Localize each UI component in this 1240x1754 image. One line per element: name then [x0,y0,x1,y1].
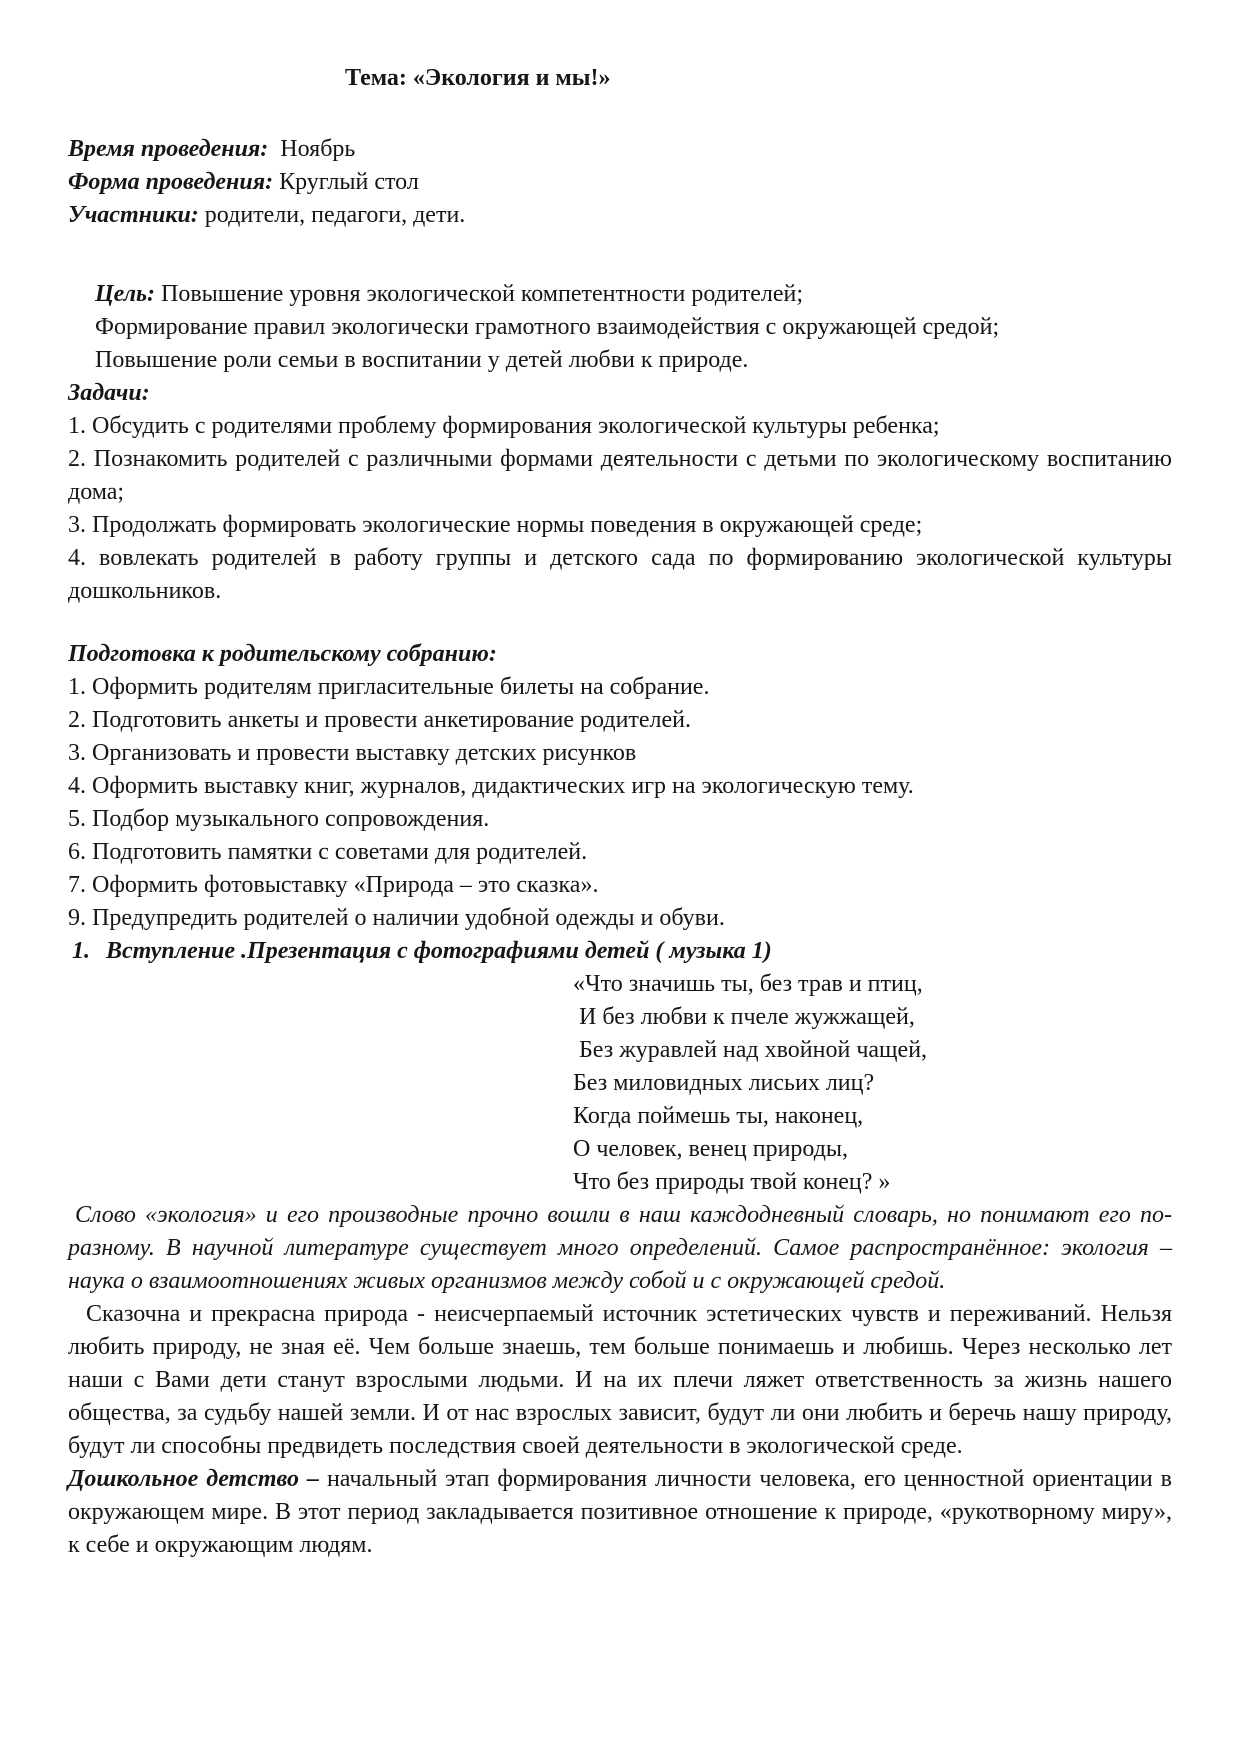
section-1-heading: Вступление .Презентация с фотографиями детей ( музыка 1) [106,938,772,964]
meta-participants-value: родители, педагоги, дети. [198,202,466,228]
poem-block [68,968,1172,1199]
task-item-2: 2. Познакомить родителей с различными формами деятельности с детьми по экологическому воспитанию дома; [68,446,1172,505]
goal-text-1: Повышение уровня экологической компетентности родителей; [155,281,804,307]
tasks-heading: Задачи: [68,380,150,406]
preparation-heading: Подготовка к родительскому собранию: [68,641,497,667]
poem-line-4: Без миловидных лисьих лиц? [573,1070,875,1096]
task-item-1: 1. Обсудить с родителями проблему формирования экологической культуры ребенка; [68,413,940,439]
poem-line-7: Что без природы твой конец? » [573,1169,891,1195]
paragraph-nature: Сказочна и прекрасна природа - неисчерпаемый источник эстетических чувств и переживаний. Нельзя любить природу, не зная её. Чем больше знаешь, тем больше понимаешь и любишь. Через несколько лет наши с Вами дети станут взрослыми людьми. И на их плечи ляжет ответственность за жизнь нашего общества, за судьбу нашей земли. И от нас взрослых зависит, будут ли они любить и беречь нашу природу, будут ли способны предвидеть последствия своей деятельности в экологической среде. [68,1301,1172,1459]
meta-time-label: Время проведения: [68,136,269,162]
poem-line-2: И без любви к пчеле жужжащей, [573,1004,915,1030]
meta-time-line [68,133,1172,166]
preparation-item-1: 1. Оформить родителям пригласительные билеты на собрание. [68,674,710,700]
preparation-item-9: 9. Предупредить родителей о наличии удобной одежды и обуви. [68,905,725,931]
poem-line-3: Без журавлей над хвойной чащей, [573,1037,928,1063]
goal-line-3: Повышение роли семьи в воспитании у детей любви к природе. [95,347,749,373]
preparation-item-2: 2. Подготовить анкеты и провести анкетирование родителей. [68,707,692,733]
task-item-4: 4. вовлекать родителей в работу группы и детского сада по формированию экологической культуры дошкольников. [68,545,1172,604]
preparation-item-5: 5. Подбор музыкального сопровождения. [68,806,490,832]
page-title: Тема: «Экология и мы!» [345,65,611,91]
section-1-number: 1. [72,938,90,964]
preparation-item-3: 3. Организовать и провести выставку детских рисунков [68,740,637,766]
preparation-item-4: 4. Оформить выставку книг, журналов, дидактических игр на экологическую тему. [68,773,914,799]
meta-block [68,133,1172,232]
poem-line-1: «Что значишь ты, без трав и птиц, [573,971,923,997]
poem-line-6: О человек, венец природы, [573,1136,849,1162]
meta-form-value: Круглый стол [273,169,419,195]
poem-line-5: Когда поймешь ты, наконец, [573,1103,864,1129]
paragraph-childhood-text: начальный этап формирования личности человека, его ценностной ориентации в окружающем мире. В этот период закладывается позитивное отношение к природе, «рукотворному миру», к себе и окружающим людям. [68,1466,1179,1558]
paragraph-ecology-definition: Слово «экология» и его производные прочно вошли в наш каждодневный словарь, но понимают его по-разному. В научной литературе существует много определений. Самое распространённое: экология – наука о взаимоотношениях живых организмов между собой и с окружающей средой. [68,1202,1172,1294]
meta-participants-label: Участники: [68,202,199,228]
meta-participants-line [68,199,1172,232]
preparation-item-7: 7. Оформить фотовыставку «Природа – это сказка». [68,872,599,898]
preparation-item-6: 6. Подготовить памятки с советами для родителей. [68,839,588,865]
goal-label: Цель: [95,281,155,307]
paragraph-childhood [68,1463,1179,1562]
task-item-3: 3. Продолжать формировать экологические нормы поведения в окружающей среде; [68,512,923,538]
meta-form-line [68,166,1172,199]
goal-line-1 [95,278,1172,311]
goal-line-2: Формирование правил экологически грамотного взаимодействия с окружающей средой; [95,314,1000,340]
paragraph-childhood-label: Дошкольное детство – [68,1466,319,1492]
section-1-heading-line [68,935,1172,968]
goal-block [68,278,1172,377]
meta-form-label: Форма проведения: [68,169,274,195]
meta-time-value: Ноябрь [268,136,356,162]
